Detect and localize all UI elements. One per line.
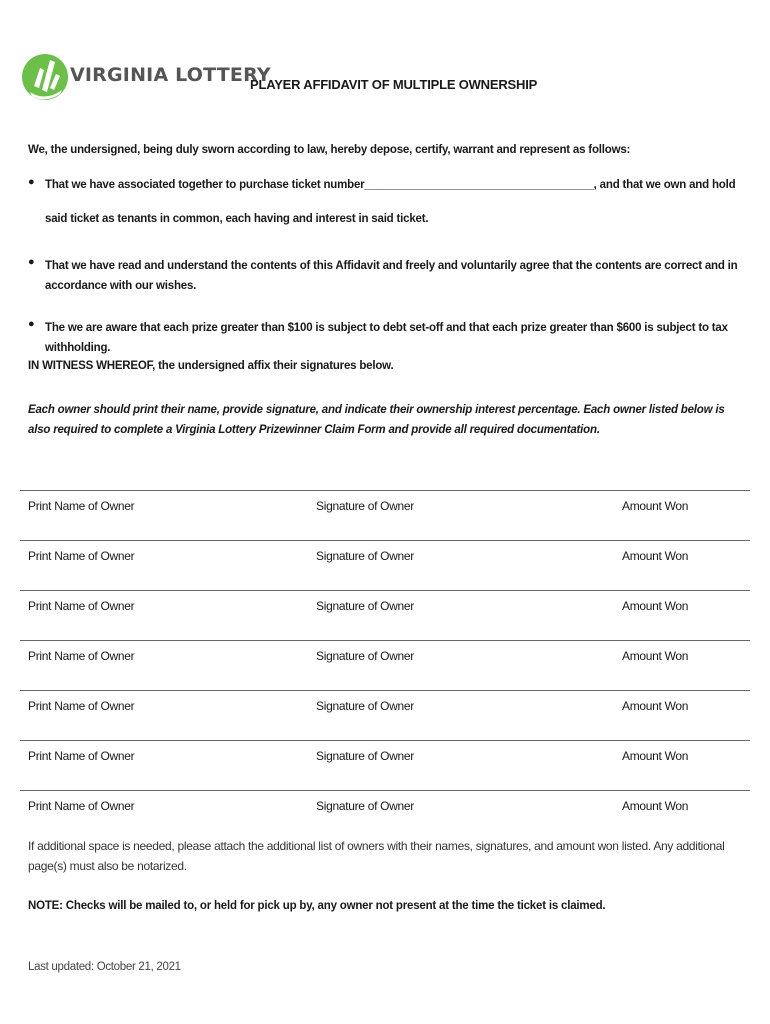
- owner-row: [20, 640, 750, 690]
- virginia-lottery-logo: [20, 44, 271, 110]
- amount-won-field[interactable]: Amount Won: [622, 749, 689, 763]
- signature-field[interactable]: Signature of Owner: [316, 649, 414, 663]
- owner-instructions: Each owner should print their name, provide signature, and indicate their ownership interest percentage. Each owner listed below is also required to complete a Virginia Lottery Prizewinner Claim Form and provide all required documentation.: [28, 404, 725, 436]
- owner-row: [20, 790, 750, 840]
- checks-note: NOTE: Checks will be mailed to, or held for pick up by, any owner not present at the time the ticket is claimed.: [28, 900, 606, 912]
- print-name-field[interactable]: Print Name of Owner: [28, 799, 135, 813]
- intro-statement: We, the undersigned, being duly sworn according to law, hereby depose, certify, warrant and represent as follows:: [28, 144, 631, 156]
- bullet-text: That we have read and understand the contents of this Affidavit and freely and voluntarily agree that the contents are correct and in accordance with our wishes.: [45, 260, 738, 292]
- signature-field[interactable]: Signature of Owner: [316, 699, 414, 713]
- print-name-field[interactable]: Print Name of Owner: [28, 699, 135, 713]
- owner-row: [20, 590, 750, 640]
- owner-row: [20, 540, 750, 590]
- print-name-field[interactable]: Print Name of Owner: [28, 499, 135, 513]
- owner-row: [20, 740, 750, 790]
- owner-signature-table: [20, 490, 750, 840]
- print-name-field[interactable]: Print Name of Owner: [28, 599, 135, 613]
- last-updated: Last updated: October 21, 2021: [28, 961, 181, 973]
- lottery-hand-icon: [20, 46, 70, 108]
- bullet-text: The we are aware that each prize greater than $100 is subject to debt set-off and that each prize greater than $600 is subject to tax withholding.: [45, 322, 728, 354]
- bullet-icon: ●: [28, 176, 35, 188]
- bullet-text: That we have associated together to purchase ticket number_____________________________________, and that we own and hold said ticket as tenants in common, each having and interest in said ticket.: [45, 179, 736, 225]
- document-header: [20, 44, 740, 114]
- print-name-field[interactable]: Print Name of Owner: [28, 649, 135, 663]
- signature-field[interactable]: Signature of Owner: [316, 549, 414, 563]
- witness-statement: IN WITNESS WHEREOF, the undersigned affix their signatures below.: [28, 360, 394, 372]
- amount-won-field[interactable]: Amount Won: [622, 649, 689, 663]
- signature-field[interactable]: Signature of Owner: [316, 499, 414, 513]
- amount-won-field[interactable]: Amount Won: [622, 699, 689, 713]
- amount-won-field[interactable]: Amount Won: [622, 799, 689, 813]
- print-name-field[interactable]: Print Name of Owner: [28, 549, 135, 563]
- owner-row: [20, 490, 750, 540]
- owner-row: [20, 690, 750, 740]
- signature-field[interactable]: Signature of Owner: [316, 599, 414, 613]
- amount-won-field[interactable]: Amount Won: [622, 549, 689, 563]
- print-name-field[interactable]: Print Name of Owner: [28, 749, 135, 763]
- page-title: PLAYER AFFIDAVIT OF MULTIPLE OWNERSHIP: [250, 77, 538, 92]
- amount-won-field[interactable]: Amount Won: [622, 499, 689, 513]
- bullet-icon: ●: [28, 256, 35, 268]
- additional-space-note: If additional space is needed, please attach the additional list of owners with their names, signatures, and amount won listed. Any additional page(s) must also be notarized.: [28, 839, 725, 873]
- logo-wordmark: VIRGINIA LOTTERY: [70, 64, 271, 86]
- amount-won-field[interactable]: Amount Won: [622, 599, 689, 613]
- signature-field[interactable]: Signature of Owner: [316, 799, 414, 813]
- signature-field[interactable]: Signature of Owner: [316, 749, 414, 763]
- bullet-icon: ●: [28, 318, 35, 330]
